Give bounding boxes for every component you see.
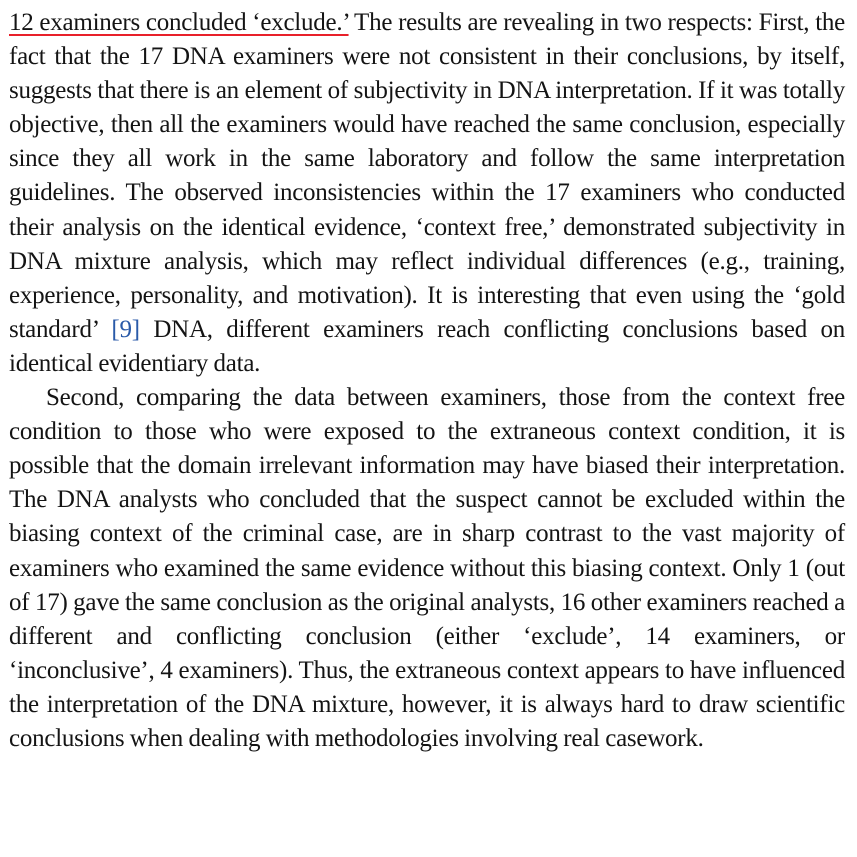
paragraph-text: Second, comparing the data between examiners, those from the context free condition to those who were exposed to the extraneous context condition, it is possible that the domain irrelevant information may have biased their interpretation. The DNA analysts who concluded that the suspect cannot be excluded within the biasing context of the criminal case, are in sharp contrast to the vast majority of examiners who examined the same evidence without this biasing context. Only 1 (out of 17) gave the same conclusion as the original analysts, 16 other examiners reached a different and conflicting conclusion (either ‘exclude’, 14 examiners, or ‘inconclusive’, 4 examiners). Thus, the extraneous context appears to have influenced the interpretation of the DNA mixture, however, it is always hard to draw scientific conclusions when dealing with methodologies involving real casework. bbox=[9, 384, 845, 752]
paragraph-text: The results are revealing in two respects: First, the fact that the 17 DNA examiners were not consistent in their conclusions, by itself, suggests that there is an element of subjectivity in DNA interpretation. If it was totally objective, then all the examiners would have reached the same conclusion, especially since they all work in the same laboratory and follow the same interpretation guidelines. The observed inconsistencies within the 17 examiners who conducted their analysis on the identical evidence, ‘context free,’ demonstrated subjectivity in DNA mixture analysis, which may reflect individual differences (e.g., training, experience, personality, and motivation). It is interesting that even using the ‘gold standard’ bbox=[9, 9, 845, 343]
article-body bbox=[9, 6, 845, 756]
citation-link[interactable]: [9] bbox=[111, 315, 140, 343]
highlighted-phrase: 12 examiners concluded ‘exclude.’ bbox=[9, 9, 349, 36]
paragraph-second bbox=[9, 381, 845, 756]
paragraph-results bbox=[9, 6, 845, 381]
paragraph-text: DNA, different examiners reach conflicting conclusions based on identical evidentiary data. bbox=[9, 315, 845, 377]
